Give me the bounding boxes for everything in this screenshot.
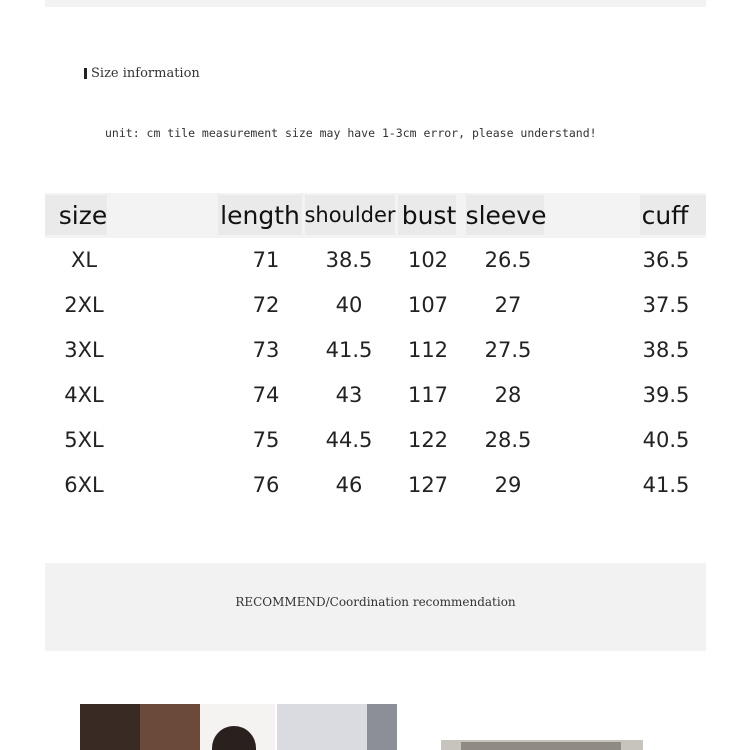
header-cuff: cuff: [641, 200, 689, 230]
cell-length: 72: [252, 293, 280, 317]
cell-length: 73: [252, 338, 280, 362]
cell-bust: 112: [407, 338, 449, 362]
cell-length: 71: [252, 248, 280, 272]
cell-sleeve: 28: [494, 383, 522, 407]
cell-cuff: 40.5: [642, 428, 690, 452]
header-length: length: [220, 200, 300, 230]
header-sleeve: sleeve: [465, 200, 547, 230]
cell-sleeve: 27: [494, 293, 522, 317]
unit-note: unit: cm tile measurement size may have 1-3cm error, please understand!: [105, 126, 597, 140]
cell-bust: 127: [407, 473, 449, 497]
cell-cuff: 37.5: [642, 293, 690, 317]
cell-shoulder: 40: [335, 293, 363, 317]
cell-cuff: 39.5: [642, 383, 690, 407]
cell-bust: 117: [407, 383, 449, 407]
cell-size: 4XL: [64, 383, 104, 407]
cell-sleeve: 29: [494, 473, 522, 497]
cell-size: XL: [70, 248, 98, 272]
header-bust: bust: [401, 200, 457, 230]
cell-cuff: 38.5: [642, 338, 690, 362]
cell-size: 3XL: [64, 338, 104, 362]
recommended-product-image[interactable]: [441, 740, 643, 750]
cell-bust: 122: [407, 428, 449, 452]
cell-shoulder: 46: [335, 473, 363, 497]
cell-sleeve: 26.5: [484, 248, 532, 272]
recommend-label: RECOMMEND/Coordination recommendation: [235, 595, 516, 609]
recommended-product-image[interactable]: [200, 704, 275, 750]
cell-shoulder: 41.5: [325, 338, 373, 362]
recommended-product-image[interactable]: [277, 704, 397, 750]
cell-shoulder: 38.5: [325, 248, 373, 272]
cell-length: 75: [252, 428, 280, 452]
cell-shoulder: 43: [335, 383, 363, 407]
cell-bust: 107: [407, 293, 449, 317]
cell-sleeve: 28.5: [484, 428, 532, 452]
size-info-title: Size information: [91, 66, 200, 81]
cell-bust: 102: [407, 248, 449, 272]
recommended-product-image[interactable]: [80, 704, 200, 750]
cell-cuff: 41.5: [642, 473, 690, 497]
cell-cuff: 36.5: [642, 248, 690, 272]
cell-size: 2XL: [64, 293, 104, 317]
cell-shoulder: 44.5: [325, 428, 373, 452]
cell-size: 6XL: [64, 473, 104, 497]
cell-size: 5XL: [64, 428, 104, 452]
header-shoulder: shoulder: [304, 203, 396, 227]
header-size: size: [58, 200, 108, 230]
cell-length: 74: [252, 383, 280, 407]
recommend-banner: [45, 563, 706, 651]
cell-length: 76: [252, 473, 280, 497]
cell-sleeve: 27.5: [484, 338, 532, 362]
